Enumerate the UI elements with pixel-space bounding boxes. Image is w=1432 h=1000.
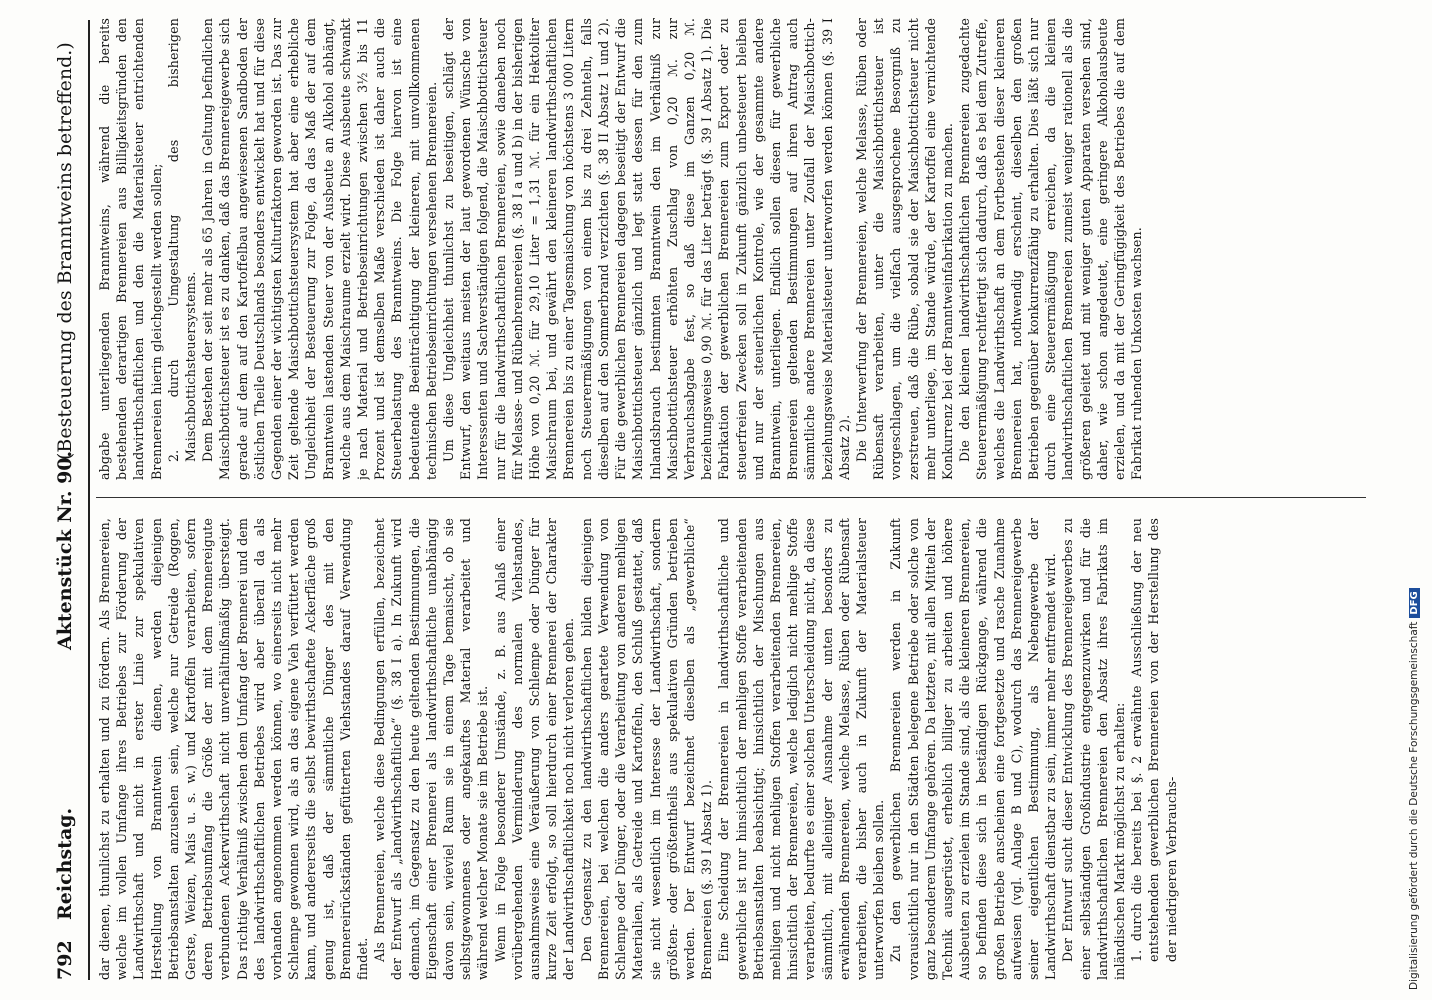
header-document-number: Aktenstück Nr. 90. [54,450,76,650]
header-left-title: Reichstag. [54,807,76,920]
paragraph: abgabe unterliegenden Branntweins, während die bereits bestehenden derartigen Brennereien aus Billigkeitsgründen den landwirthschaftlichen und den die Materialsteuer entrichtenden Brennereien hierin gleichgestellt werden sollen; [97,18,164,480]
list-item: 1. durch die bereits bei §. 2 erwähnte Ausschließung der neu entstehenden gewerblichen Brennereien von der Herstellung des der niedrigeren Verbrauchs- [1129,518,1179,962]
list-item: 2. durch Umgestaltung des bisherigen Maischbottichsteuersystems. [165,18,199,462]
paragraph: Eine Scheidung der Brennereien in landwirthschaftliche und gewerbliche ist nur hinsichtlich der mehligen Stoffe verarbeitenden Betriebsanstalten beabsichtigt; hinsichtlich der Mischungen aus mehligen und nicht mehligen Stoffen verarbeitenden Brennereien, hinsichtlich der Brennereien, welche lediglich nicht mehlige Stoffe verarbeiten, bedurfte es einer solchen Unterscheidung nicht, da diese sämmtlich, mit alleiniger Ausnahme der unten besonders zu erwähnenden Brennereien, welche Melasse, Rüben oder Rübensaft verarbeiten, die bisher auch in Zukunft der Materialsteuer unterworfen bleiben sollen. [716,518,887,980]
rotated-document-page [50,20,1370,980]
paragraph: Den Gegensatz zu den landwirthschaftlichen bilden diejenigen Brennereien, bei welchen die anders geartete Verwendung von Schlempe oder Dünger, oder die Verarbeitung von anderen mehligen Materialien, als Getreide und Kartoffeln, den Schluß gestattet, daß sie nicht wesentlich im Interesse der Landwirthschaft, sondern größten- oder größtentheils aus spekulativen Gründen betrieben werden. Der Entwurf bezeichnet dieselben als „gewerbliche“ Brennereien (§. 39 I Absatz 1). [578,518,715,980]
column-divider [96,497,1366,498]
paragraph: Der Entwurf sucht dieser Entwicklung des Brennereigewerbes zu einer selbständigen Großindustrie entgegenzuwirken und für die landwirthschaftlichen Brennereien den Absatz ihres Fabrikats im inländischen Markt möglichst zu erhalten: [1060,518,1127,980]
paragraph: Die den kleinen landwirthschaftlichen Brennereien zugedachte Steuerermäßigung rechtfertigt sich dadurch, daß es bei dem Zutreffe, welches die Landwirthschaft an dem Fortbestehen dieser kleineren Brennereien hat, nothwendig erscheint, dieselben den großen Betrieben gegenüber konkurrenzfähig zu erhalten. Dies läßt sich nur durch eine Steuerermäßigung erreichen, da die kleinen landwirthschaftlichen Brennereien zumeist weniger rationell als die größeren geleitet und mit weniger guten Apparaten versehen sind, daher, wie schon angedeutet, eine geringere Alkoholausbeute erzielen, und da mit der Geringfügigkeit des Betriebes die auf dem Fabrikat ruhenden Unkosten wachsen. [957,18,1145,480]
paragraph: Um diese Ungleichheit thunlichst zu beseitigen, schlägt der Entwurf, den weitaus meisten der laut gewordenen Wünsche von Interessenten und Sachverständigen folgend, die Maischbottichsteuer nur für die landwirthschaftlichen Brennereien, sowie daneben noch für Melasse- und Rübenbrennereien (§. 38 I a und b) in der bisherigen Höhe von 0,20 ℳ. für 29,10 Liter = 1,31 ℳ. für ein Hektoliter Maischraum bei, und gewährt den kleineren landwirthschaftlichen Brennereien bis zu einer Tagesmaischung von höchstens 3 000 Litern noch Steuerermäßigungen von einem bis zu drei Zehnteln, falls dieselben auf den Sommerbrand verzichten (§. 38 II Absatz 1 und 2). Für die gewerblichen Brennereien dagegen beseitigt der Entwurf die Maischbottichsteuer gänzlich und legt statt dessen für den zum Inlandsbrauch bestimmten Branntwein den im Verhältniß zur Maischbottichsteuer erhöhten Zuschlag von 0,20 ℳ. zur Verbrauchsabgabe fest, so daß diese im Ganzen 0,20 ℳ. beziehungsweise 0,90 ℳ. für das Liter beträgt (§. 39 I Absatz 1). Die Fabrikation der gewerblichen Brennereien zum Export oder zu steuerfreien Zwecken soll in Zukunft gänzlich unbesteuert bleiben und nur der steuerlichen Kontrole, wie der gesammte andere Branntwein, unterliegen. Endlich sollen diesen für gewerbliche Brennereien geltenden Bestimmungen auf ihren Antrag auch sämmtliche andere Brennereien unter Zoufall der Maischbottich- beziehungsweise Materialsteuer unterworfen werden können (§. 39 I Absatz 2). [441,18,852,480]
left-text-column [96,518,1366,980]
digitization-credit [1408,10,1428,990]
header-rule [88,20,90,980]
page-number: 792 [54,940,76,980]
paragraph: dar dienen, thunlichst zu erhalten und zu fördern. Als Brennereien, welche im vollen Umfange ihres Betriebes zur Förderung der Landwirthschaft und nicht in erster Linie zur spekulativen Herstellung von Branntwein dienen, werden diejenigen Betriebsanstalten anzusehen sein, welche nur Getreide (Roggen, Gerste, Weizen, Mais u. s. w.) und Kartoffeln verarbeiten, sofern deren Betriebsumfang die Größe der mit dem Brennereigute verbundenen Ackerwirthschaft nicht unverhältnißmäßig übersteigt. Das richtige Verhältniß zwischen dem Umfang der Brennerei und dem des landwirthschaftlichen Betriebes wird aber überall da als vorhanden angenommen werden können, wo einerseits nicht mehr Schlempe gewonnen wird, als an das eigene Vieh verfüttert werden kann, und andererseits die selbst bewirthschaftete Ackerfläche groß genug ist, daß der sämmtliche Dünger des mit den Brennereirückständen gefütterten Viehstandes darauf Verwendung findet. [97,518,371,980]
credit-text: Digitalisierung gefördert durch die Deutsche Forschungsgemeinschaft [1408,621,1420,990]
paragraph: Zu den gewerblichen Brennereien werden in Zukunft vorausichtlich nur in den Städten belegene Betriebe oder solche von ganz besonderem Umfange gehören. Da letztere, mit allen Mitteln der Technik ausgerüstet, erheblich billiger zu arbeiten und höhere Ausbeuten zu erzielen im Stande sind, als die kleineren Brennereien, so befinden diese sich in beständigen Rückgange, während die großen Betriebe anscheinen eine fortgesetzte und rasche Zunahme aufweisen (vgl. Anlage B und C), wodurch das Brennereigewerbe seiner eigentlichen Bestimmung, als Nebengewerbe der Landwirthschaft dienstbar zu sein, immer mehr entfremdet wird. [888,518,1059,980]
header-subject: (Besteuerung des Branntweins betreffend.) [54,42,76,460]
paragraph: Wenn in Folge besonderer Umstände, z. B. aus Anlaß einer vorübergehenden Verminderung des normalen Viehstandes, ausnahmsweise eine Veräußerung von Schlempe oder Dünger für kurze Zeit erfolgt, so soll hierdurch einer Brennerei der Charakter der Landwirthschaftlichkeit noch nicht verloren gehen. [492,518,577,980]
dfg-logo: DFG [1409,588,1420,617]
right-text-column [96,18,1366,480]
paragraph: Die Unterwerfung der Brennereien, welche Melasse, Rüben oder Rübensaft verarbeiten, unter die Maischbottichsteuer ist vorgeschlagen, um die vielfach ausgesprochene Besorgniß zu zerstreuen, daß die Rübe, sobald sie der Maischbottichsteuer nicht mehr unterliege, im Stande würde, der Kartoffel eine vernichtende Konkurrenz bei der Branntweinfabrikation zu machen. [853,18,955,480]
running-header [50,20,88,980]
paragraph: Dem Bestehen der seit mehr als 65 Jahren in Geltung befindlichen Maischbottichsteuer ist es zu danken, daß das Brennereigewerbe sich gerade auf dem auf den Kartoffelbau angewiesenen Sandboden der östlichen Theile Deutschlands besonders entwickelt hat und für diese Gegenden einer der wichtigsten Kulturfaktoren geworden ist. Das zur Zeit geltende Maischbottichsteuersystem hat aber eine erhebliche Ungleichheit der Besteuerung zur Folge, da das Maß der auf dem Branntwein lastenden Steuer von der Ausbeute an Alkohol abhängt, welche aus dem Maischraume erzielt wird. Diese Ausbeute schwankt je nach Material und Betriebseinrichtungen zwischen 3½ bis 11 Prozent und ist demselben Maße verschieden ist daher auch die Steuerbelastung des Branntweins. Die Folge hiervon ist eine bedeutende Beeinträchtigung der kleineren, mit unvollkommenen technischen Betriebseinrichtungen versehenen Brennereien. [200,18,439,480]
paragraph: Als Brennereien, welche diese Bedingungen erfüllen, bezeichnet der Entwurf als „landwirthschaftliche“ (§. 38 I a). In Zukunft wird demnach, im Gegensatz zu den heute geltenden Bestimmungen, die Eigenschaft einer Brennerei als landwirthschaftliche unabhängig davon sein, wieviel Raum sie in einem Tage bemaischt, ob sie selbstgewonnenes oder angekauftes Material verarbeitet und während welcher Monate sie im Betriebe ist. [372,518,491,980]
